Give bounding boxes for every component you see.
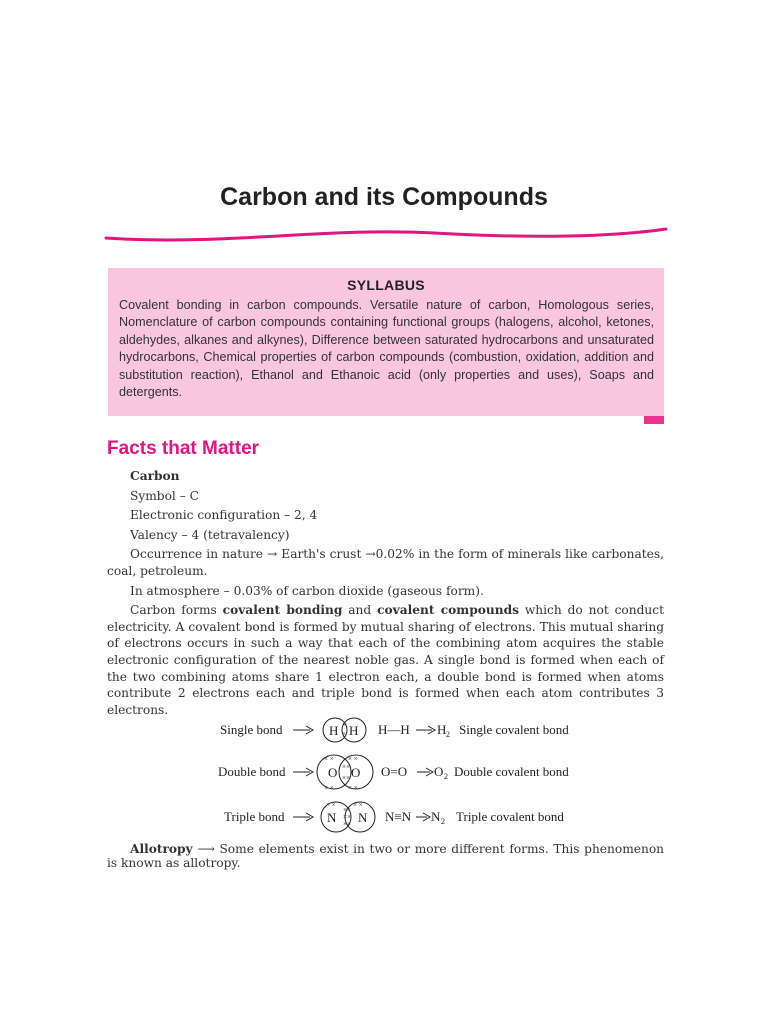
double-bond-label: Double bond — [218, 764, 286, 779]
carbon-config: Electronic configuration – 2, 4 — [130, 508, 318, 523]
carbon-occurrence — [107, 546, 664, 579]
double-product: O — [434, 764, 444, 779]
arrow-icon — [293, 768, 313, 776]
svg-text:××: ×× — [343, 813, 351, 821]
syllabus-heading: SYLLABUS — [347, 277, 425, 293]
arrow-icon — [417, 768, 433, 776]
carbon-valency: Valency – 4 (tetravalency) — [130, 527, 290, 542]
arrow-icon: → — [267, 547, 278, 562]
triple-atom-right: N — [358, 810, 368, 825]
covalent-bold-1: covalent bonding — [222, 603, 343, 618]
svg-text:×: × — [342, 730, 346, 738]
covalent-text-3: which do not conduct electricity. A covalent bond is formed by mutual sharing of electrons. This mutual sharing of electrons occurs in such a way that each of the combining atom acquires the stable electronic configuration of the nearest noble gas. A single bond is formed when each of the two combining atoms share 1 electron each, a double bond is formed when atoms contribute 2 electrons each and triple bond is formed when each atom contributes 3 electrons. — [107, 603, 664, 717]
single-bond-label: Single bond — [220, 722, 283, 737]
single-atom-left: H — [329, 723, 339, 738]
bond-diagram — [218, 714, 588, 834]
covalent-paragraph — [107, 602, 664, 718]
page-title: Carbon and its Compounds — [220, 183, 548, 211]
section-title: Facts that Matter — [107, 438, 260, 459]
single-desc: Single covalent bond — [459, 722, 569, 737]
covalent-text-2: and — [342, 603, 378, 618]
carbon-heading: Carbon — [130, 469, 180, 483]
triple-atom-left: N — [327, 810, 337, 825]
svg-text:× ×: × × — [353, 801, 363, 809]
occurrence-crust: Earth's crust — [281, 547, 362, 562]
syllabus-box — [108, 268, 664, 416]
triple-product: N — [431, 809, 441, 824]
single-bond-orbitals — [323, 718, 366, 742]
triple-subscript: 2 — [441, 817, 445, 826]
arrow-icon — [416, 726, 435, 734]
double-atom-right: O — [351, 765, 361, 780]
double-atom-left: O — [328, 765, 338, 780]
carbon-symbol: Symbol – C — [130, 488, 199, 503]
svg-text:××: ×× — [343, 820, 351, 828]
double-bond-orbitals — [317, 755, 373, 792]
svg-text:× ×: × × — [348, 755, 358, 763]
occurrence-label: Occurrence in nature — [130, 547, 263, 562]
triple-bond-label: Triple bond — [224, 809, 285, 824]
svg-text:××: ×× — [343, 806, 351, 814]
single-subscript: 2 — [446, 730, 450, 739]
svg-text:× ×: × × — [348, 784, 358, 792]
allotropy-paragraph — [107, 842, 664, 870]
svg-text:× ×: × × — [326, 801, 336, 809]
arrow-icon — [416, 813, 430, 821]
carbon-atmosphere: In atmosphere – 0.03% of carbon dioxide (gaseous form). — [130, 583, 484, 598]
long-arrow-icon: ⟶ — [197, 842, 215, 856]
svg-text:×: × — [342, 721, 346, 729]
single-atom-right: H — [349, 723, 359, 738]
single-formula: H—H — [378, 722, 410, 737]
svg-text:××: ×× — [342, 763, 350, 771]
arrow-icon — [293, 726, 313, 734]
double-subscript: 2 — [444, 772, 448, 781]
svg-text:× ×: × × — [324, 755, 334, 763]
double-formula: O=O — [381, 764, 408, 779]
triple-bond-orbitals — [321, 801, 375, 832]
arrow-icon — [293, 813, 313, 821]
covalent-text-1: Carbon forms — [130, 603, 223, 618]
occurrence-rest: 0.02% in the form of minerals like carbonates, coal, petroleum. — [107, 547, 664, 578]
title-underline-swoosh — [104, 226, 668, 244]
facts-body — [107, 468, 664, 718]
covalent-bold-2: covalent compounds — [377, 603, 519, 618]
allotropy-term: Allotropy — [130, 842, 193, 856]
arrow-icon: → — [365, 547, 376, 562]
double-desc: Double covalent bond — [454, 764, 569, 779]
allotropy-text: Some elements exist in two or more different forms. This phenomenon is known as allotropy. — [107, 842, 665, 870]
svg-text:××: ×× — [342, 774, 350, 782]
syllabus-text: Covalent bonding in carbon compounds. Versatile nature of carbon, Homologous series, Nomenclature of carbon compounds containing functional groups (halogens, alcohol, ketones, aldehydes, alkanes and alkynes), Difference between saturated hydrocarbons and unsaturated hydrocarbons, Chemical properties of carbon compounds (combustion, oxidation, addition and substitution reaction), Ethanol and Ethanoic acid (only properties and uses), Soaps and detergents. — [119, 298, 654, 400]
svg-text:× ×: × × — [324, 784, 334, 792]
syllabus-corner-tab — [644, 416, 664, 424]
triple-formula: N≡N — [385, 809, 412, 824]
single-product: H — [437, 722, 447, 737]
triple-desc: Triple covalent bond — [456, 809, 564, 824]
